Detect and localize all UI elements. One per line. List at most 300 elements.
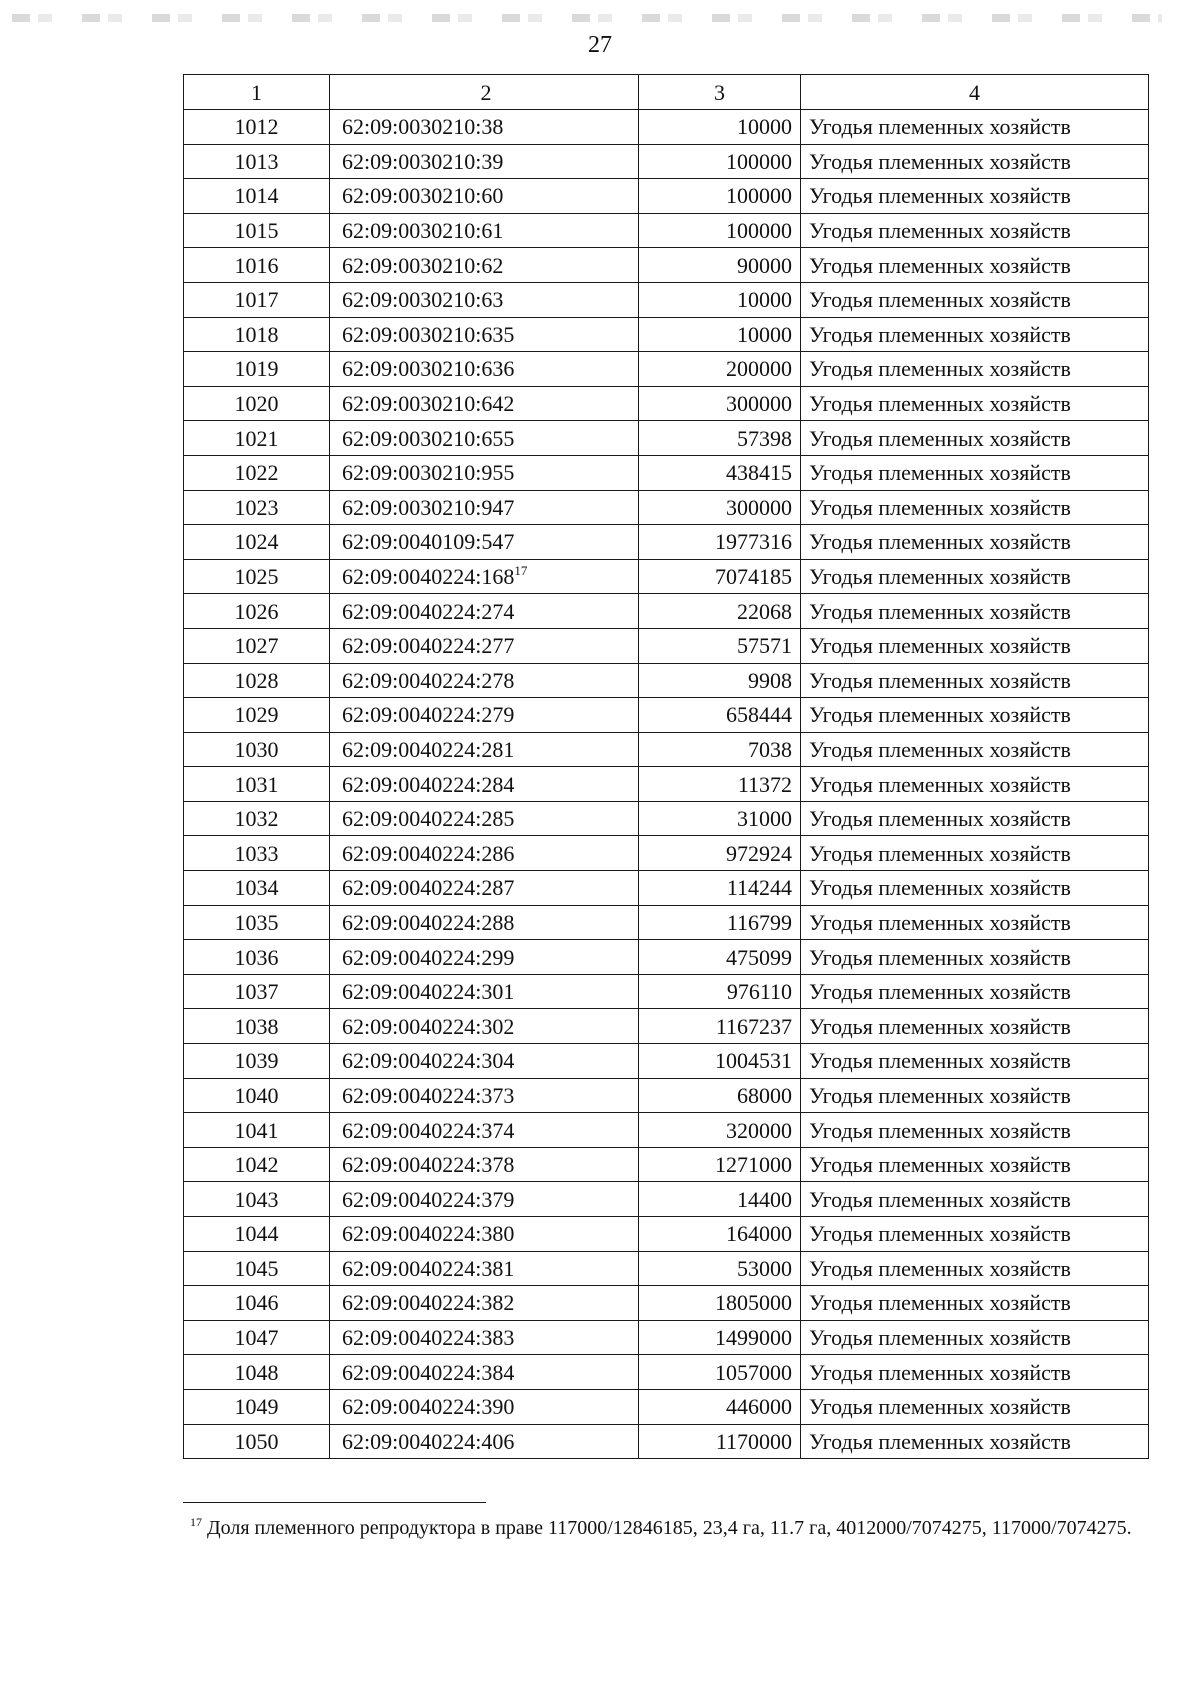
table-row [184, 594, 1149, 629]
area-cell-text: 1805000 [715, 1290, 792, 1316]
table-row [184, 698, 1149, 733]
cadastral-number-cell [330, 628, 639, 663]
cadastral-number-cell [330, 801, 639, 836]
land-category-cell-text: Угодья племенных хозяйств [809, 1290, 1071, 1316]
land-category-cell-text: Угодья племенных хозяйств [809, 979, 1071, 1005]
area-cell-text: 200000 [726, 356, 792, 382]
land-category-cell-text: Угодья племенных хозяйств [809, 1325, 1071, 1351]
footnote [190, 1514, 1150, 1542]
row-number-cell [184, 490, 330, 525]
cadastral-number-cell-text: 62:09:0040224:274 [342, 598, 515, 624]
cadastral-number-cell [330, 1424, 639, 1459]
row-number-cell [184, 974, 330, 1009]
area-cell [639, 352, 801, 387]
table-row [184, 836, 1149, 871]
land-category-cell [801, 663, 1149, 698]
area-cell [639, 732, 801, 767]
row-number-cell [184, 352, 330, 387]
table-row [184, 1355, 1149, 1390]
area-cell-text: 57398 [737, 425, 792, 451]
area-cell [639, 490, 801, 525]
area-cell-text: 1271000 [715, 1152, 792, 1178]
land-category-cell [801, 144, 1149, 179]
cadastral-number-cell-text: 62:09:0040224:382 [342, 1290, 515, 1316]
cadastral-number-cell [330, 1147, 639, 1182]
table-row [184, 352, 1149, 387]
cadastral-number-cell-text: 62:09:0040224:302 [342, 1013, 515, 1039]
area-cell [639, 1044, 801, 1079]
row-number-cell [184, 698, 330, 733]
land-category-cell [801, 698, 1149, 733]
scan-artifact [12, 14, 1162, 22]
table-row [184, 317, 1149, 352]
area-cell [639, 1355, 801, 1390]
cadastral-number-cell [330, 559, 639, 594]
row-number-cell [184, 386, 330, 421]
area-cell [639, 1182, 801, 1217]
row-number-cell-text: 1033 [234, 840, 279, 866]
land-category-cell [801, 317, 1149, 352]
row-number-cell [184, 732, 330, 767]
column-header-3: 3 [639, 75, 801, 110]
row-number-cell [184, 144, 330, 179]
row-number-cell [184, 1113, 330, 1148]
area-cell [639, 905, 801, 940]
area-cell-text: 100000 [726, 148, 792, 174]
cadastral-number-cell-text: 62:09:0030210:955 [342, 460, 515, 486]
row-number-cell-text: 1047 [234, 1325, 279, 1351]
area-cell [639, 110, 801, 145]
area-cell-text: 320000 [726, 1117, 792, 1143]
area-cell [639, 767, 801, 802]
table-row [184, 144, 1149, 179]
row-number-cell-text: 1031 [234, 771, 279, 797]
row-number-cell [184, 594, 330, 629]
footnote-text: Доля племенного репродуктора в праве 117000/12846185, 23,4 га, 11.7 га, 4012000/7074275, 117000/7074275. [207, 1517, 1132, 1539]
land-category-cell-text: Угодья племенных хозяйств [809, 667, 1071, 693]
cadastral-number-cell [330, 1113, 639, 1148]
row-number-cell-text: 1050 [234, 1428, 279, 1454]
area-cell [639, 1009, 801, 1044]
area-cell-text: 116799 [726, 909, 792, 935]
row-number-cell-text: 1042 [234, 1152, 279, 1178]
land-category-cell [801, 1182, 1149, 1217]
row-number-cell-text: 1019 [234, 356, 279, 382]
land-category-cell [801, 1389, 1149, 1424]
area-cell-text: 1057000 [715, 1359, 792, 1385]
area-cell [639, 871, 801, 906]
land-category-cell-text: Угодья племенных хозяйств [809, 806, 1071, 832]
cadastral-number-cell [330, 386, 639, 421]
land-category-cell-text: Угодья племенных хозяйств [809, 909, 1071, 935]
land-category-cell [801, 490, 1149, 525]
cadastral-number-cell [330, 767, 639, 802]
table-row [184, 1113, 1149, 1148]
row-number-cell [184, 525, 330, 560]
row-number-cell-text: 1038 [234, 1013, 279, 1039]
area-cell-text: 22068 [737, 598, 792, 624]
land-category-cell [801, 421, 1149, 456]
row-number-cell [184, 940, 330, 975]
cadastral-number-cell-text: 62:09:0040224:381 [342, 1255, 515, 1281]
row-number-cell [184, 767, 330, 802]
area-cell-text: 972924 [726, 840, 792, 866]
row-number-cell-text: 1013 [234, 148, 279, 174]
area-cell-text: 7038 [748, 736, 792, 762]
area-cell-text: 300000 [726, 494, 792, 520]
cadastral-number-cell-text: 62:09:0040224:286 [342, 840, 515, 866]
cadastral-number-cell [330, 594, 639, 629]
land-category-cell-text: Угодья племенных хозяйств [809, 564, 1071, 590]
land-plots-table [183, 74, 1149, 1459]
table-row [184, 1078, 1149, 1113]
footnote-reference: 17 [514, 563, 528, 579]
row-number-cell [184, 628, 330, 663]
area-cell-text: 658444 [726, 702, 792, 728]
cadastral-number-cell-text: 62:09:0040224:378 [342, 1152, 515, 1178]
land-category-cell-text: Угодья племенных хозяйств [809, 1428, 1071, 1454]
area-cell [639, 421, 801, 456]
land-category-cell [801, 836, 1149, 871]
cadastral-number-cell-text: 62:09:0030210:39 [342, 148, 504, 174]
cadastral-number-cell [330, 248, 639, 283]
land-category-cell-text: Угодья племенных хозяйств [809, 1117, 1071, 1143]
area-cell-text: 14400 [737, 1186, 792, 1212]
land-category-cell-text: Угодья племенных хозяйств [809, 1013, 1071, 1039]
land-category-cell-text: Угодья племенных хозяйств [809, 736, 1071, 762]
area-cell-text: 164000 [726, 1221, 792, 1247]
cadastral-number-cell-text: 62:09:0040224:277 [342, 633, 515, 659]
row-number-cell [184, 663, 330, 698]
row-number-cell [184, 801, 330, 836]
cadastral-number-cell-text: 62:09:0040224:406 [342, 1428, 515, 1454]
area-cell [639, 628, 801, 663]
cadastral-number-cell [330, 974, 639, 1009]
cadastral-number-cell-text: 62:09:0030210:655 [342, 425, 515, 451]
land-category-cell [801, 1251, 1149, 1286]
area-cell-text: 976110 [726, 979, 792, 1005]
cadastral-number-cell [330, 663, 639, 698]
land-category-cell-text: Угодья племенных хозяйств [809, 1186, 1071, 1212]
cadastral-number-cell [330, 525, 639, 560]
cadastral-number-cell [330, 1251, 639, 1286]
row-number-cell-text: 1018 [234, 321, 279, 347]
area-cell [639, 213, 801, 248]
cadastral-number-cell-text: 62:09:0030210:947 [342, 494, 515, 520]
land-category-cell [801, 248, 1149, 283]
area-cell [639, 317, 801, 352]
cadastral-number-cell [330, 421, 639, 456]
area-cell-text: 9908 [748, 667, 792, 693]
row-number-cell [184, 455, 330, 490]
cadastral-number-cell [330, 1009, 639, 1044]
cadastral-number-cell-text: 62:09:0040224:287 [342, 875, 515, 901]
cadastral-number-cell-text: 62:09:0030210:61 [342, 218, 504, 244]
cadastral-number-cell-text: 62:09:0040224:299 [342, 944, 515, 970]
row-number-cell [184, 1286, 330, 1321]
area-cell-text: 1170000 [715, 1428, 792, 1454]
table-row [184, 801, 1149, 836]
land-category-cell-text: Угодья племенных хозяйств [809, 1082, 1071, 1108]
area-cell [639, 940, 801, 975]
row-number-cell-text: 1017 [234, 287, 279, 313]
row-number-cell [184, 1182, 330, 1217]
cadastral-number-cell [330, 490, 639, 525]
area-cell-text: 90000 [737, 252, 792, 278]
row-number-cell-text: 1036 [234, 944, 279, 970]
land-category-cell-text: Угодья племенных хозяйств [809, 356, 1071, 382]
table-row [184, 1251, 1149, 1286]
cadastral-number-cell [330, 213, 639, 248]
cadastral-number-cell [330, 1078, 639, 1113]
cadastral-number-cell-text: 62:09:0030210:642 [342, 391, 515, 417]
row-number-cell [184, 559, 330, 594]
area-cell [639, 525, 801, 560]
cadastral-number-cell [330, 1286, 639, 1321]
row-number-cell-text: 1049 [234, 1394, 279, 1420]
row-number-cell-text: 1024 [234, 529, 279, 555]
table-row [184, 1044, 1149, 1079]
land-category-cell-text: Угодья племенных хозяйств [809, 1048, 1071, 1074]
row-number-cell [184, 905, 330, 940]
area-cell [639, 1217, 801, 1252]
row-number-cell-text: 1046 [234, 1290, 279, 1316]
land-category-cell-text: Угодья племенных хозяйств [809, 1359, 1071, 1385]
cadastral-number-cell [330, 110, 639, 145]
table-row [184, 490, 1149, 525]
area-cell [639, 698, 801, 733]
table-row [184, 767, 1149, 802]
row-number-cell-text: 1022 [234, 460, 279, 486]
land-category-cell-text: Угодья племенных хозяйств [809, 218, 1071, 244]
table-row [184, 110, 1149, 145]
area-cell [639, 1147, 801, 1182]
column-header-4: 4 [801, 75, 1149, 110]
row-number-cell [184, 1009, 330, 1044]
cadastral-number-cell-text: 62:09:0040224:380 [342, 1221, 515, 1247]
area-cell [639, 1286, 801, 1321]
cadastral-number-cell-text: 62:09:0040224:284 [342, 771, 515, 797]
cadastral-number-cell-text: 62:09:0030210:635 [342, 321, 515, 347]
cadastral-number-cell [330, 282, 639, 317]
cadastral-number-cell [330, 1182, 639, 1217]
row-number-cell-text: 1015 [234, 218, 279, 244]
row-number-cell-text: 1016 [234, 252, 279, 278]
cadastral-number-cell-text: 62:09:0040224:374 [342, 1117, 515, 1143]
area-cell-text: 10000 [737, 321, 792, 347]
row-number-cell-text: 1032 [234, 806, 279, 832]
land-category-cell [801, 213, 1149, 248]
land-category-cell-text: Угодья племенных хозяйств [809, 391, 1071, 417]
land-category-cell-text: Угодья племенных хозяйств [809, 287, 1071, 313]
table-row [184, 1389, 1149, 1424]
area-cell-text: 1004531 [715, 1048, 792, 1074]
land-category-cell [801, 352, 1149, 387]
row-number-cell [184, 179, 330, 214]
table-row [184, 628, 1149, 663]
table-row [184, 940, 1149, 975]
cadastral-number-cell-text: 62:09:0040224:278 [342, 667, 515, 693]
row-number-cell-text: 1028 [234, 667, 279, 693]
area-cell [639, 179, 801, 214]
cadastral-number-cell [330, 905, 639, 940]
land-category-cell [801, 110, 1149, 145]
table-row [184, 663, 1149, 698]
area-cell [639, 144, 801, 179]
area-cell [639, 1320, 801, 1355]
cadastral-number-cell-text: 62:09:0030210:63 [342, 287, 504, 313]
area-cell-text: 1499000 [715, 1325, 792, 1351]
area-cell-text: 100000 [726, 218, 792, 244]
row-number-cell-text: 1041 [234, 1117, 279, 1143]
row-number-cell-text: 1044 [234, 1221, 279, 1247]
row-number-cell-text: 1030 [234, 736, 279, 762]
cadastral-number-cell [330, 352, 639, 387]
area-cell [639, 282, 801, 317]
land-category-cell [801, 940, 1149, 975]
land-category-cell [801, 1147, 1149, 1182]
land-category-cell-text: Угодья племенных хозяйств [809, 875, 1071, 901]
row-number-cell-text: 1048 [234, 1359, 279, 1385]
row-number-cell [184, 421, 330, 456]
land-category-cell-text: Угодья племенных хозяйств [809, 494, 1071, 520]
row-number-cell-text: 1037 [234, 979, 279, 1005]
cadastral-number-cell-text: 62:09:0030210:60 [342, 183, 504, 209]
land-category-cell [801, 732, 1149, 767]
land-category-cell-text: Угодья племенных хозяйств [809, 148, 1071, 174]
area-cell-text: 114244 [726, 875, 792, 901]
table-row [184, 282, 1149, 317]
cadastral-number-cell-text: 62:09:0040224:373 [342, 1082, 515, 1108]
table-header-row [184, 75, 1149, 110]
area-cell [639, 836, 801, 871]
cadastral-number-cell-text: 62:09:0040224:383 [342, 1325, 515, 1351]
cadastral-number-cell-text: 62:09:0040224:301 [342, 979, 515, 1005]
table-row [184, 1217, 1149, 1252]
cadastral-number-cell-text: 62:09:0040224:384 [342, 1359, 515, 1385]
area-cell-text: 475099 [726, 944, 792, 970]
land-category-cell [801, 1009, 1149, 1044]
area-cell [639, 594, 801, 629]
land-category-cell-text: Угодья племенных хозяйств [809, 944, 1071, 970]
land-category-cell [801, 1355, 1149, 1390]
cadastral-number-cell-text: 62:09:0040224:168 [342, 564, 515, 590]
land-category-cell [801, 1286, 1149, 1321]
table-row [184, 421, 1149, 456]
row-number-cell-text: 1025 [234, 564, 279, 590]
cadastral-number-cell [330, 871, 639, 906]
cadastral-number-cell-text: 62:09:0040224:288 [342, 909, 515, 935]
cadastral-number-cell-text: 62:09:0040224:379 [342, 1186, 515, 1212]
row-number-cell [184, 1251, 330, 1286]
area-cell-text: 1977316 [715, 529, 792, 555]
table-row [184, 732, 1149, 767]
land-category-cell [801, 1424, 1149, 1459]
table-row [184, 905, 1149, 940]
table-row [184, 559, 1149, 594]
land-category-cell [801, 628, 1149, 663]
area-cell-text: 446000 [726, 1394, 792, 1420]
area-cell [639, 1078, 801, 1113]
table-row [184, 525, 1149, 560]
column-header-1: 1 [184, 75, 330, 110]
cadastral-number-cell-text: 62:09:0040224:390 [342, 1394, 515, 1420]
land-category-cell-text: Угодья племенных хозяйств [809, 633, 1071, 659]
land-category-cell [801, 1078, 1149, 1113]
footnote-separator [183, 1502, 486, 1503]
row-number-cell-text: 1027 [234, 633, 279, 659]
row-number-cell [184, 1078, 330, 1113]
area-cell [639, 559, 801, 594]
cadastral-number-cell-text: 62:09:0040224:279 [342, 702, 515, 728]
row-number-cell [184, 1147, 330, 1182]
table-row [184, 1320, 1149, 1355]
cadastral-number-cell [330, 1217, 639, 1252]
land-category-cell [801, 594, 1149, 629]
cadastral-number-cell-text: 62:09:0040224:304 [342, 1048, 515, 1074]
cadastral-number-cell-text: 62:09:0030210:62 [342, 252, 504, 278]
land-category-cell-text: Угодья племенных хозяйств [809, 840, 1071, 866]
cadastral-number-cell [330, 179, 639, 214]
row-number-cell-text: 1014 [234, 183, 279, 209]
land-category-cell [801, 871, 1149, 906]
land-category-cell [801, 1113, 1149, 1148]
cadastral-number-cell-text: 62:09:0030210:636 [342, 356, 515, 382]
table-row [184, 1009, 1149, 1044]
land-category-cell [801, 559, 1149, 594]
land-category-cell-text: Угодья племенных хозяйств [809, 114, 1071, 140]
land-category-cell-text: Угодья племенных хозяйств [809, 1221, 1071, 1247]
row-number-cell-text: 1043 [234, 1186, 279, 1212]
column-header-2: 2 [330, 75, 639, 110]
land-category-cell [801, 1044, 1149, 1079]
area-cell-text: 11372 [737, 771, 792, 797]
land-category-cell [801, 1217, 1149, 1252]
row-number-cell [184, 317, 330, 352]
area-cell-text: 31000 [737, 806, 792, 832]
row-number-cell [184, 1217, 330, 1252]
table-row [184, 1286, 1149, 1321]
cadastral-number-cell-text: 62:09:0040224:285 [342, 806, 515, 832]
row-number-cell-text: 1034 [234, 875, 279, 901]
table-row [184, 974, 1149, 1009]
area-cell-text: 1167237 [715, 1013, 792, 1039]
land-category-cell-text: Угодья племенных хозяйств [809, 252, 1071, 278]
cadastral-number-cell [330, 1355, 639, 1390]
row-number-cell [184, 1320, 330, 1355]
table-body [184, 110, 1149, 1459]
land-category-cell [801, 282, 1149, 317]
land-category-cell [801, 179, 1149, 214]
land-category-cell [801, 386, 1149, 421]
row-number-cell [184, 213, 330, 248]
area-cell-text: 438415 [726, 460, 792, 486]
cadastral-number-cell [330, 732, 639, 767]
cadastral-number-cell-text: 62:09:0040224:281 [342, 736, 515, 762]
land-category-cell-text: Угодья племенных хозяйств [809, 529, 1071, 555]
row-number-cell-text: 1035 [234, 909, 279, 935]
table-row [184, 1182, 1149, 1217]
table-row [184, 213, 1149, 248]
area-cell-text: 68000 [737, 1082, 792, 1108]
cadastral-number-cell [330, 698, 639, 733]
land-category-cell [801, 905, 1149, 940]
row-number-cell [184, 1424, 330, 1459]
area-cell-text: 300000 [726, 391, 792, 417]
row-number-cell-text: 1023 [234, 494, 279, 520]
area-cell-text: 53000 [737, 1255, 792, 1281]
table-row [184, 1424, 1149, 1459]
